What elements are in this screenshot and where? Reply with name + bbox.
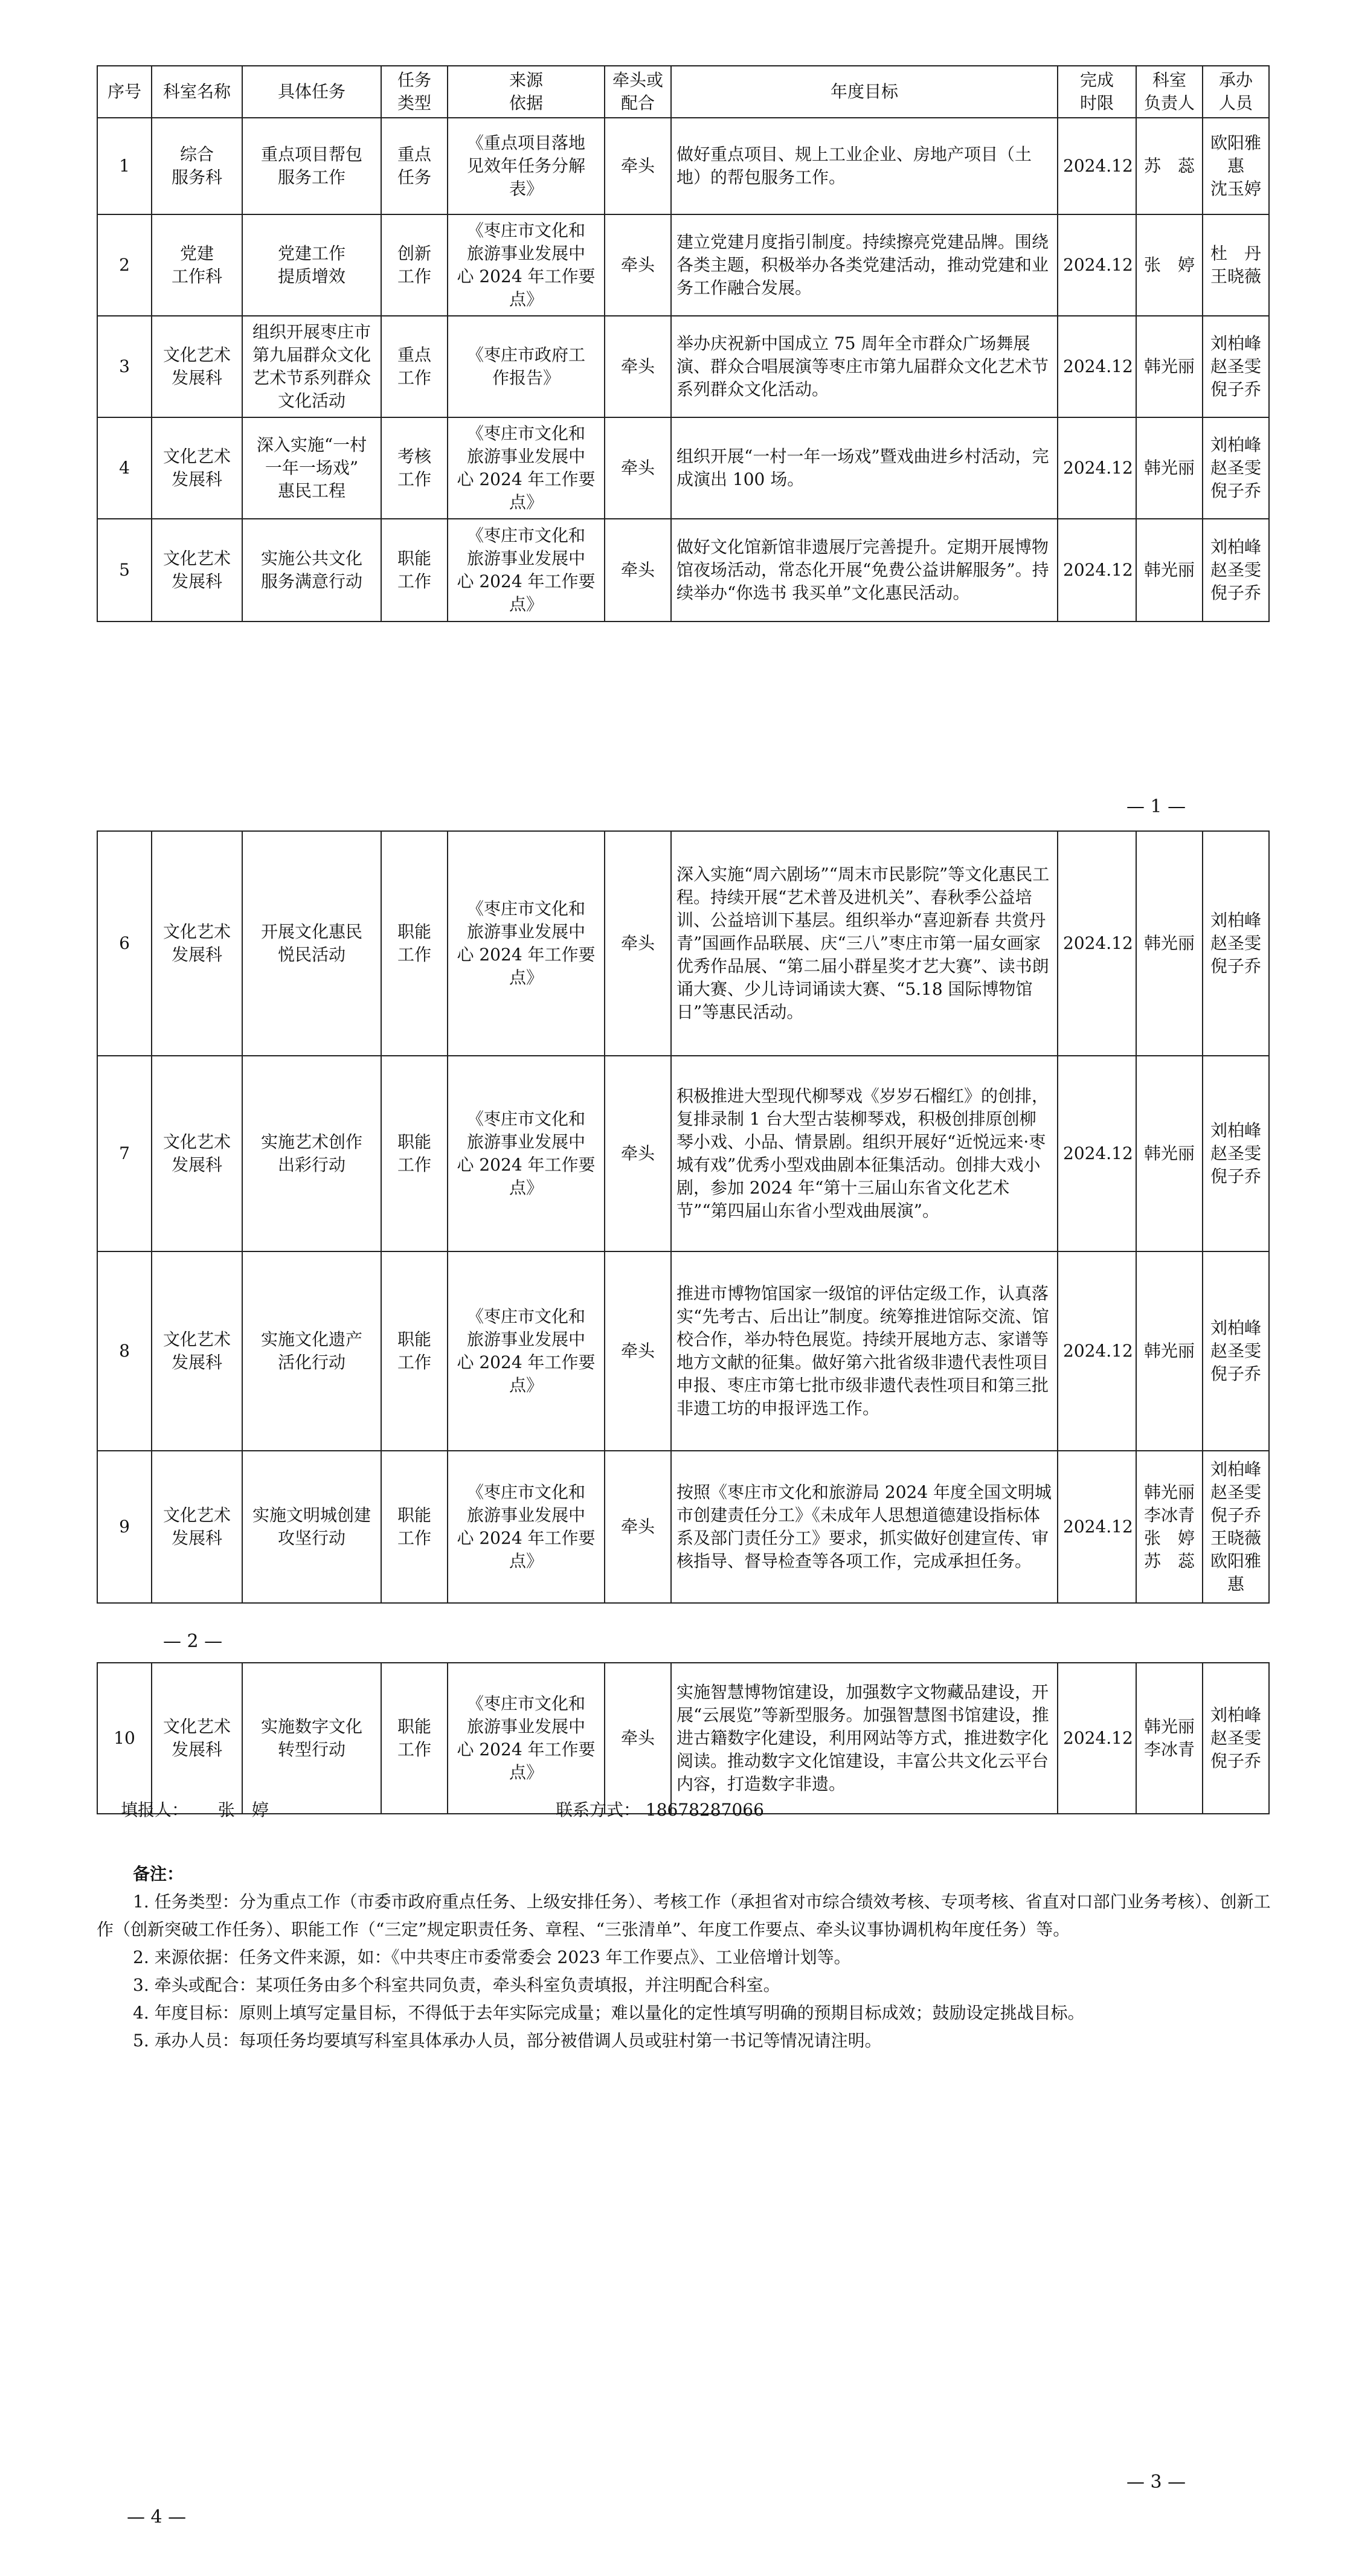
page-number: — 4 — [127,2507,187,2528]
cell-lead: 牵头 [605,118,671,214]
cell-staff: 刘柏峰 赵圣雯 倪子乔 [1203,1663,1269,1814]
cell-lead: 牵头 [605,316,671,417]
cell-goal: 积极推进大型现代柳琴戏《岁岁石榴红》的创排，复排录制 1 台大型古装柳琴戏，积极创排原创柳琴小戏、小品、情景剧。组织开展好“近悦远来·枣城有戏”优秀小型戏曲剧本征集活动。创排大戏小剧，参加 2024 年“第十三届山东省文化艺术节”“第四届山东省小型戏曲展演”。 [671,1056,1058,1251]
page-number: — 3 — [1126,2472,1186,2493]
cell-no: 8 [97,1251,152,1451]
cell-staff: 刘柏峰 赵圣雯 倪子乔 [1203,831,1269,1056]
cell-dept: 综合 服务科 [152,118,242,214]
cell-type: 职能 工作 [381,1663,448,1814]
cell-task: 实施文化遗产 活化行动 [242,1251,381,1451]
cell-no: 6 [97,831,152,1056]
table-row [97,519,1269,622]
notes-section [97,1860,1280,2055]
header-goal: 年度目标 [671,66,1058,118]
note-item: 3. 牵头或配合：某项任务由多个科室共同负责，牵头科室负责填报，并注明配合科室。 [133,1975,780,1995]
header-basis: 来源 依据 [448,66,605,118]
cell-type: 职能 工作 [381,831,448,1056]
cell-dept: 文化艺术 发展科 [152,1451,242,1603]
cell-deadline: 2024.12 [1058,519,1136,622]
table-header-row [97,66,1269,118]
notes-title: 备注： [133,1864,184,1884]
cell-goal: 按照《枣庄市文化和旅游局 2024 年度全国文明城市创建责任分工》《未成年人思想道德建设指标体系及部门责任分工》要求，抓实做好创建宣传、审核指导、督导检查等各项工作，完成承担任务。 [671,1451,1058,1603]
cell-type: 职能 工作 [381,1056,448,1251]
cell-head: 韩光丽 [1136,831,1203,1056]
cell-task: 实施公共文化 服务满意行动 [242,519,381,622]
page-number: — 2 — [163,1631,223,1652]
cell-task: 重点项目帮包 服务工作 [242,118,381,214]
cell-staff: 杜 丹 王晓薇 [1203,214,1269,316]
cell-lead: 牵头 [605,214,671,316]
table-row [97,118,1269,214]
table-row [97,214,1269,316]
cell-staff: 刘柏峰 赵圣雯 倪子乔 [1203,1056,1269,1251]
cell-basis: 《枣庄市文化和 旅游事业发展中 心 2024 年工作要 点》 [448,831,605,1056]
cell-deadline: 2024.12 [1058,1251,1136,1451]
cell-goal: 组织开展“一村一年一场戏”暨戏曲进乡村活动，完成演出 100 场。 [671,417,1058,519]
cell-basis: 《枣庄市文化和 旅游事业发展中 心 2024 年工作要 点》 [448,1663,605,1814]
table-row [97,831,1269,1056]
task-table-part-1 [97,65,1270,622]
header-task: 具体任务 [242,66,381,118]
cell-lead: 牵头 [605,1663,671,1814]
contact-label: 联系方式： [556,1800,641,1820]
cell-deadline: 2024.12 [1058,118,1136,214]
filler-label: 填报人： [121,1800,189,1820]
cell-basis: 《枣庄市文化和 旅游事业发展中 心 2024 年工作要 点》 [448,1251,605,1451]
cell-task: 组织开展枣庄市 第九届群众文化 艺术节系列群众 文化活动 [242,316,381,417]
cell-task: 开展文化惠民 悦民活动 [242,831,381,1056]
cell-type: 职能 工作 [381,1451,448,1603]
cell-head: 韩光丽 李冰青 [1136,1663,1203,1814]
cell-deadline: 2024.12 [1058,316,1136,417]
cell-type: 创新 工作 [381,214,448,316]
contact-line [556,1797,764,1821]
cell-dept: 文化艺术 发展科 [152,417,242,519]
cell-head: 韩光丽 [1136,1251,1203,1451]
cell-type: 重点 任务 [381,118,448,214]
cell-dept: 文化艺术 发展科 [152,519,242,622]
cell-type: 职能 工作 [381,1251,448,1451]
header-staff: 承办 人员 [1203,66,1269,118]
header-lead: 牵头或 配合 [605,66,671,118]
cell-goal: 深入实施“周六剧场”“周末市民影院”等文化惠民工程。持续开展“艺术普及进机关”、春秋季公益培训、公益培训下基层。组织举办“喜迎新春 共赏丹青”国画作品联展、庆“三八”枣庄市第一届女画家优秀作品展、“第二届小群星奖才艺大赛”、读书朗诵大赛、少儿诗词诵读大赛、“5.18 国际博物馆日”等惠民活动。 [671,831,1058,1056]
cell-head: 韩光丽 [1136,519,1203,622]
cell-deadline: 2024.12 [1058,417,1136,519]
cell-goal: 建立党建月度指引制度。持续擦亮党建品牌。围绕各类主题，积极举办各类党建活动，推动党建和业务工作融合发展。 [671,214,1058,316]
cell-deadline: 2024.12 [1058,831,1136,1056]
table-row [97,1663,1269,1814]
cell-no: 10 [97,1663,152,1814]
page-number: — 1 — [1126,796,1186,817]
filler-line [121,1797,269,1821]
cell-no: 9 [97,1451,152,1603]
header-deadline: 完成 时限 [1058,66,1136,118]
cell-basis: 《枣庄市政府工 作报告》 [448,316,605,417]
task-table-part-2 [97,830,1270,1604]
cell-lead: 牵头 [605,417,671,519]
cell-dept: 文化艺术 发展科 [152,1663,242,1814]
header-head: 科室 负责人 [1136,66,1203,118]
note-item: 1. 任务类型：分为重点工作（市委市政府重点任务、上级安排任务）、考核工作（承担省对市综合绩效考核、专项考核、省直对口部门业务考核）、创新工作（创新突破工作任务）、职能工作（“三定”规定职责任务、章程、“三张清单”、年度工作要点、牵头议事协调机构年度任务）等。 [97,1892,1271,1939]
contact-value: 18678287066 [645,1800,764,1820]
note-item: 2. 来源依据：任务文件来源，如：《中共枣庄市委常委会 2023 年工作要点》、工业倍增计划等。 [133,1947,851,1967]
cell-staff: 刘柏峰 赵圣雯 倪子乔 [1203,1251,1269,1451]
cell-type: 考核 工作 [381,417,448,519]
cell-basis: 《枣庄市文化和 旅游事业发展中 心 2024 年工作要 点》 [448,519,605,622]
cell-no: 2 [97,214,152,316]
cell-staff: 刘柏峰 赵圣雯 倪子乔 王晓薇 欧阳雅惠 [1203,1451,1269,1603]
header-dept: 科室名称 [152,66,242,118]
cell-lead: 牵头 [605,1251,671,1451]
cell-head: 韩光丽 [1136,417,1203,519]
cell-basis: 《枣庄市文化和 旅游事业发展中 心 2024 年工作要 点》 [448,1451,605,1603]
table-row [97,1056,1269,1251]
cell-deadline: 2024.12 [1058,1056,1136,1251]
cell-lead: 牵头 [605,1056,671,1251]
cell-task: 党建工作 提质增效 [242,214,381,316]
cell-no: 7 [97,1056,152,1251]
task-table-part-3 [97,1662,1270,1814]
cell-goal: 做好重点项目、规上工业企业、房地产项目（土地）的帮包服务工作。 [671,118,1058,214]
cell-staff: 刘柏峰 赵圣雯 倪子乔 [1203,417,1269,519]
table-row [97,316,1269,417]
header-type: 任务 类型 [381,66,448,118]
table-row [97,1251,1269,1451]
cell-no: 5 [97,519,152,622]
cell-deadline: 2024.12 [1058,1663,1136,1814]
cell-lead: 牵头 [605,519,671,622]
cell-no: 3 [97,316,152,417]
cell-task: 实施文明城创建 攻坚行动 [242,1451,381,1603]
cell-head: 张 婷 [1136,214,1203,316]
cell-task: 深入实施“一村 一年一场戏” 惠民工程 [242,417,381,519]
cell-basis: 《重点项目落地 见效年任务分解 表》 [448,118,605,214]
header-no: 序号 [97,66,152,118]
cell-type: 重点 工作 [381,316,448,417]
table-row [97,1451,1269,1603]
cell-no: 4 [97,417,152,519]
cell-staff: 刘柏峰 赵圣雯 倪子乔 [1203,316,1269,417]
cell-dept: 党建 工作科 [152,214,242,316]
cell-dept: 文化艺术 发展科 [152,316,242,417]
filler-name: 张 婷 [217,1800,269,1820]
cell-head: 韩光丽 李冰青 张 婷 苏 蕊 [1136,1451,1203,1603]
cell-goal: 做好文化馆新馆非遗展厅完善提升。定期开展博物馆夜场活动，常态化开展“免费公益讲解服务”。持续举办“你选书 我买单”文化惠民活动。 [671,519,1058,622]
cell-goal: 推进市博物馆国家一级馆的评估定级工作，认真落实“先考古、后出让”制度。统筹推进馆际交流、馆校合作，举办特色展览。持续开展地方志、家谱等地方文献的征集。做好第六批省级非遗代表性项目申报、枣庄市第七批市级非遗代表性项目和第三批非遗工坊的申报评选工作。 [671,1251,1058,1451]
table-row [97,417,1269,519]
cell-lead: 牵头 [605,831,671,1056]
cell-head: 韩光丽 [1136,1056,1203,1251]
cell-goal: 实施智慧博物馆建设，加强数字文物藏品建设，开展“云展览”等新型服务。加强智慧图书馆建设，推进古籍数字化建设，利用网站等方式，推进数字化阅读。推动数字文化馆建设，丰富公共文化云平台内容，打造数字非遗。 [671,1663,1058,1814]
cell-basis: 《枣庄市文化和 旅游事业发展中 心 2024 年工作要 点》 [448,417,605,519]
cell-dept: 文化艺术 发展科 [152,1056,242,1251]
cell-dept: 文化艺术 发展科 [152,1251,242,1451]
cell-goal: 举办庆祝新中国成立 75 周年全市群众广场舞展演、群众合唱展演等枣庄市第九届群众文化艺术节系列群众文化活动。 [671,316,1058,417]
cell-deadline: 2024.12 [1058,1451,1136,1603]
cell-staff: 刘柏峰 赵圣雯 倪子乔 [1203,519,1269,622]
cell-staff: 欧阳雅惠 沈玉婷 [1203,118,1269,214]
cell-basis: 《枣庄市文化和 旅游事业发展中 心 2024 年工作要 点》 [448,1056,605,1251]
cell-type: 职能 工作 [381,519,448,622]
cell-task: 实施数字文化 转型行动 [242,1663,381,1814]
cell-basis: 《枣庄市文化和 旅游事业发展中 心 2024 年工作要 点》 [448,214,605,316]
cell-task: 实施艺术创作 出彩行动 [242,1056,381,1251]
cell-lead: 牵头 [605,1451,671,1603]
cell-deadline: 2024.12 [1058,214,1136,316]
cell-head: 韩光丽 [1136,316,1203,417]
cell-dept: 文化艺术 发展科 [152,831,242,1056]
note-item: 4. 年度目标：原则上填写定量目标，不得低于去年实际完成量；难以量化的定性填写明确的预期目标成效；鼓励设定挑战目标。 [133,2003,1085,2023]
cell-head: 苏 蕊 [1136,118,1203,214]
note-item: 5. 承办人员：每项任务均要填写科室具体承办人员，部分被借调人员或驻村第一书记等情况请注明。 [133,2031,882,2051]
cell-no: 1 [97,118,152,214]
